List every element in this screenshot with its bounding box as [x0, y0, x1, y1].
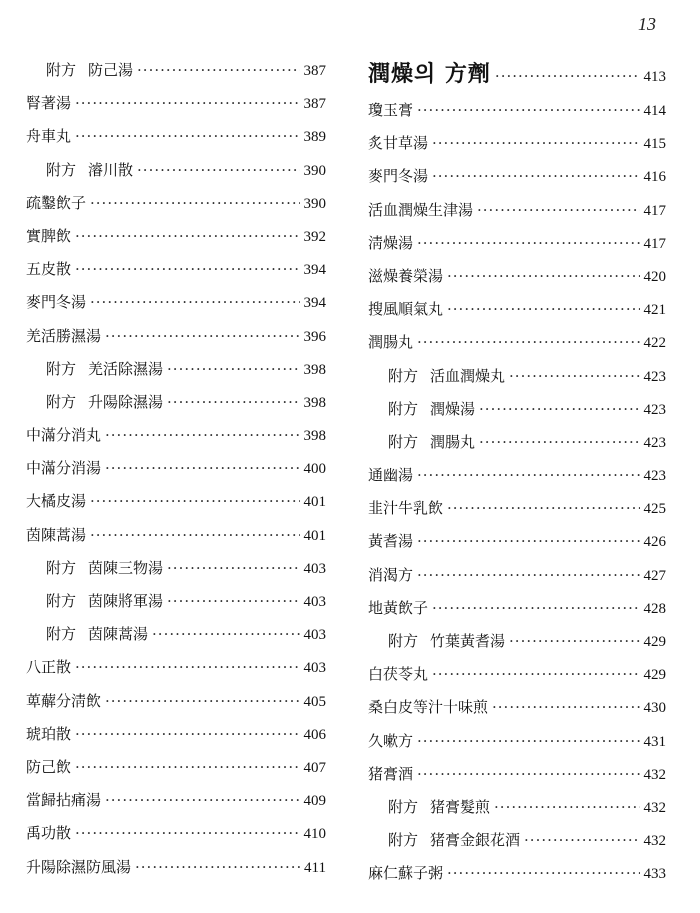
toc-entry	[368, 127, 666, 160]
entry-title: 中滿分消丸	[26, 426, 102, 445]
toc-sub-entry	[368, 393, 666, 426]
entry-page-number: 432	[643, 799, 666, 816]
dot-leader	[509, 360, 639, 393]
entry-page-number: 398	[303, 361, 326, 378]
entry-page-number: 407	[303, 759, 326, 776]
entry-prefix: 附方	[388, 797, 419, 816]
dot-leader	[90, 485, 299, 518]
entry-title: 升陽除濕防風湯	[26, 857, 132, 876]
entry-title: 通幽湯	[368, 466, 414, 485]
toc-entry	[368, 260, 666, 293]
entry-page-number: 401	[303, 527, 326, 544]
entry-page-number: 403	[303, 627, 326, 644]
toc-sub-entry	[368, 625, 666, 658]
entry-page-number: 417	[643, 235, 666, 252]
entry-title: 茵陳將軍湯	[88, 592, 164, 610]
toc-entry	[26, 87, 326, 120]
dot-leader	[105, 452, 299, 485]
entry-title: 淸燥湯	[368, 233, 414, 252]
entry-page-number: 425	[643, 501, 666, 518]
dot-leader	[447, 293, 639, 326]
entry-title: 黃耆湯	[368, 532, 414, 551]
entry-title: 防己飲	[26, 757, 72, 776]
toc-sub-entry	[26, 585, 326, 618]
entry-title: 活血潤燥生津湯	[368, 200, 474, 219]
dot-leader	[75, 220, 299, 253]
entry-page-number: 392	[303, 228, 326, 245]
entry-prefix: 附方	[46, 359, 77, 378]
dot-leader	[90, 187, 299, 220]
entry-page-number: 394	[303, 262, 326, 279]
entry-page-number: 401	[303, 494, 326, 511]
entry-title: 猪膏酒	[368, 764, 414, 783]
entry-title: 琥珀散	[26, 724, 72, 743]
toc-entry	[368, 592, 666, 625]
page-number: 13	[638, 14, 656, 34]
dot-leader	[447, 492, 639, 525]
toc-entry	[368, 227, 666, 260]
dot-leader	[479, 426, 639, 459]
entry-title: 搜風順氣丸	[368, 300, 444, 319]
entry-title: 羌活除濕湯	[88, 359, 164, 378]
entry-title: 潤腸丸	[430, 432, 476, 451]
dot-leader	[432, 127, 639, 160]
entry-page-number: 387	[303, 96, 326, 113]
dot-leader	[494, 791, 639, 824]
entry-title: 消渴方	[368, 565, 414, 584]
entry-title: 炙甘草湯	[368, 134, 429, 153]
entry-title: 舟車丸	[26, 127, 72, 146]
entry-page-number: 423	[643, 434, 666, 451]
entry-page-number: 398	[303, 428, 326, 445]
toc-sub-entry	[26, 54, 326, 87]
entry-title: 竹葉黃耆湯	[430, 632, 506, 650]
dot-leader	[75, 120, 299, 153]
dot-leader	[75, 253, 299, 286]
entry-title: 茵陳三物湯	[88, 558, 164, 577]
toc-entry	[368, 459, 666, 492]
toc-sub-entry	[368, 824, 666, 857]
entry-title: 潤燥湯	[430, 399, 476, 418]
dot-leader	[105, 784, 299, 817]
entry-title: 防己湯	[88, 61, 134, 79]
entry-page-number: 432	[643, 766, 666, 783]
toc-entry	[368, 525, 666, 558]
entry-page-number: 405	[303, 693, 326, 710]
entry-title: 久嗽方	[368, 731, 414, 750]
entry-prefix: 附方	[46, 392, 77, 411]
entry-title: 茵陳蒿湯	[26, 525, 87, 544]
entry-page-number: 389	[303, 129, 326, 146]
toc-right-column	[368, 54, 666, 891]
entry-title: 禹功散	[26, 824, 72, 843]
toc-entry	[368, 559, 666, 592]
toc-entry	[368, 857, 666, 890]
entry-page-number: 414	[643, 103, 666, 119]
entry-title: 五皮散	[26, 260, 72, 279]
dot-leader	[137, 154, 299, 187]
dot-leader	[167, 585, 299, 618]
entry-title: 瓊玉膏	[368, 101, 414, 119]
dot-leader	[167, 386, 299, 419]
toc-entry	[26, 220, 326, 253]
toc-entry	[368, 658, 666, 691]
entry-title: 實脾飲	[26, 226, 72, 245]
entry-prefix: 附方	[46, 61, 77, 79]
dot-leader	[417, 758, 639, 791]
entry-page-number: 423	[643, 401, 666, 418]
toc-entry	[26, 519, 326, 552]
toc-entry	[26, 187, 326, 220]
dot-leader	[75, 651, 299, 684]
dot-leader	[167, 353, 299, 386]
entry-prefix: 附方	[46, 558, 77, 577]
entry-page-number: 423	[643, 368, 666, 385]
dot-leader	[75, 87, 299, 120]
dot-leader	[432, 592, 639, 625]
entry-title: 茵陳蒿湯	[88, 625, 149, 644]
dot-leader	[509, 625, 639, 658]
toc-entry	[26, 120, 326, 153]
entry-title: 大橘皮湯	[26, 492, 87, 511]
dot-leader	[105, 419, 299, 452]
toc-sub-entry	[26, 353, 326, 386]
entry-page-number: 430	[643, 700, 666, 717]
toc-entry	[368, 691, 666, 724]
dot-leader	[417, 525, 639, 558]
toc-entry	[368, 758, 666, 791]
entry-title: 活血潤燥丸	[430, 366, 506, 385]
entry-title: 潤腸丸	[368, 333, 414, 352]
entry-title: 中滿分消湯	[26, 459, 102, 478]
entry-title: 猪膏金銀花酒	[430, 831, 521, 850]
entry-page-number: 433	[643, 866, 666, 883]
entry-title: 地黃飲子	[368, 598, 429, 617]
toc-sub-entry	[368, 791, 666, 824]
dot-leader	[417, 227, 639, 260]
entry-title: 桑白皮等汁十味煎	[368, 698, 489, 717]
toc-sub-entry	[26, 552, 326, 585]
entry-page-number: 410	[303, 826, 326, 843]
entry-page-number: 390	[303, 162, 326, 179]
entry-prefix: 附方	[388, 399, 419, 418]
entry-page-number: 400	[303, 461, 326, 478]
entry-title: 萆薢分淸飲	[26, 691, 102, 710]
dot-leader	[417, 559, 639, 592]
toc-sub-entry	[26, 154, 326, 187]
toc-entry	[26, 286, 326, 319]
entry-title: 麻仁蘇子粥	[368, 864, 444, 883]
entry-prefix: 附方	[388, 831, 419, 850]
entry-prefix: 附方	[46, 592, 77, 610]
dot-leader	[432, 160, 639, 193]
dot-leader	[75, 718, 299, 751]
toc-entry	[26, 685, 326, 718]
toc-left-column	[26, 54, 326, 884]
toc-sub-entry	[368, 426, 666, 459]
dot-leader	[152, 618, 299, 651]
dot-leader	[90, 286, 299, 319]
entry-page-number: 421	[643, 302, 666, 319]
toc-entry	[26, 718, 326, 751]
entry-page-number: 396	[303, 328, 326, 345]
entry-title: 韭汁牛乳飲	[368, 499, 444, 518]
toc-entry	[26, 320, 326, 353]
toc-entry	[26, 485, 326, 518]
entry-page-number: 415	[643, 136, 666, 153]
entry-prefix: 附方	[46, 625, 77, 644]
entry-title: 白茯苓丸	[368, 665, 429, 684]
dot-leader	[167, 552, 299, 585]
entry-page-number: 403	[303, 560, 326, 577]
entry-page-number: 420	[643, 268, 666, 285]
dot-leader	[90, 519, 299, 552]
toc-entry	[26, 817, 326, 850]
dot-leader	[417, 725, 639, 758]
entry-page-number: 394	[303, 295, 326, 312]
toc-entry	[26, 452, 326, 485]
entry-page-number: 428	[643, 600, 666, 617]
entry-page-number: 417	[643, 202, 666, 219]
toc-entry	[26, 851, 326, 884]
entry-page-number: 427	[643, 567, 666, 584]
toc-entry	[26, 419, 326, 452]
entry-prefix: 附方	[388, 366, 419, 385]
entry-page-number: 413	[643, 69, 666, 85]
entry-title: 羌活勝濕湯	[26, 326, 102, 345]
dot-leader	[135, 851, 300, 884]
entry-page-number: 390	[303, 195, 326, 212]
dot-leader	[75, 817, 299, 850]
toc-entry	[368, 326, 666, 359]
dot-leader	[417, 94, 639, 127]
entry-page-number: 387	[303, 63, 326, 79]
toc-sub-entry	[26, 386, 326, 419]
entry-page-number: 403	[303, 660, 326, 677]
entry-page-number: 429	[643, 667, 666, 684]
toc-entry	[368, 725, 666, 758]
dot-leader	[492, 691, 639, 724]
toc-entry	[26, 651, 326, 684]
entry-title: 疏鑿飲子	[26, 193, 87, 212]
dot-leader	[477, 194, 639, 227]
dot-leader	[479, 393, 639, 426]
entry-title: 當歸拈痛湯	[26, 791, 102, 810]
entry-title: 八正散	[26, 658, 72, 677]
dot-leader	[417, 459, 639, 492]
entry-title: 麥門冬湯	[368, 167, 429, 186]
entry-prefix: 附方	[46, 160, 77, 179]
toc-entry	[26, 784, 326, 817]
toc-entry	[368, 492, 666, 525]
entry-title: 潤燥의 方劑	[368, 61, 491, 87]
entry-title: 滋燥養榮湯	[368, 266, 444, 285]
entry-page-number: 406	[303, 726, 326, 743]
entry-page-number: 423	[643, 468, 666, 485]
entry-page-number: 432	[643, 833, 666, 850]
entry-page-number: 409	[303, 793, 326, 810]
entry-prefix: 附方	[388, 632, 419, 650]
entry-prefix: 附方	[388, 432, 419, 451]
entry-title: 升陽除濕湯	[88, 392, 164, 411]
entry-page-number: 403	[303, 594, 326, 610]
entry-page-number: 411	[304, 859, 326, 876]
section-heading	[368, 54, 666, 94]
entry-page-number: 426	[643, 534, 666, 551]
toc-entry	[368, 160, 666, 193]
dot-leader	[105, 685, 299, 718]
entry-page-number: 429	[643, 634, 666, 650]
entry-page-number: 416	[643, 169, 666, 186]
dot-leader	[495, 56, 640, 96]
toc-sub-entry	[368, 360, 666, 393]
dot-leader	[105, 320, 299, 353]
entry-title: 猪膏髮煎	[430, 797, 491, 816]
toc-entry	[368, 293, 666, 326]
toc-entry	[368, 94, 666, 127]
toc-entry	[26, 253, 326, 286]
entry-page-number: 398	[303, 394, 326, 411]
toc-sub-entry	[26, 618, 326, 651]
dot-leader	[447, 260, 639, 293]
dot-leader	[137, 54, 299, 87]
dot-leader	[75, 751, 299, 784]
entry-page-number: 431	[643, 733, 666, 750]
entry-title: 麥門冬湯	[26, 293, 87, 312]
entry-page-number: 422	[643, 335, 666, 352]
dot-leader	[432, 658, 639, 691]
toc-entry	[26, 751, 326, 784]
dot-leader	[447, 857, 639, 890]
toc-entry	[368, 194, 666, 227]
dot-leader	[417, 326, 639, 359]
dot-leader	[524, 824, 639, 857]
entry-title: 腎著湯	[26, 94, 72, 113]
entry-title: 濬川散	[88, 160, 134, 179]
